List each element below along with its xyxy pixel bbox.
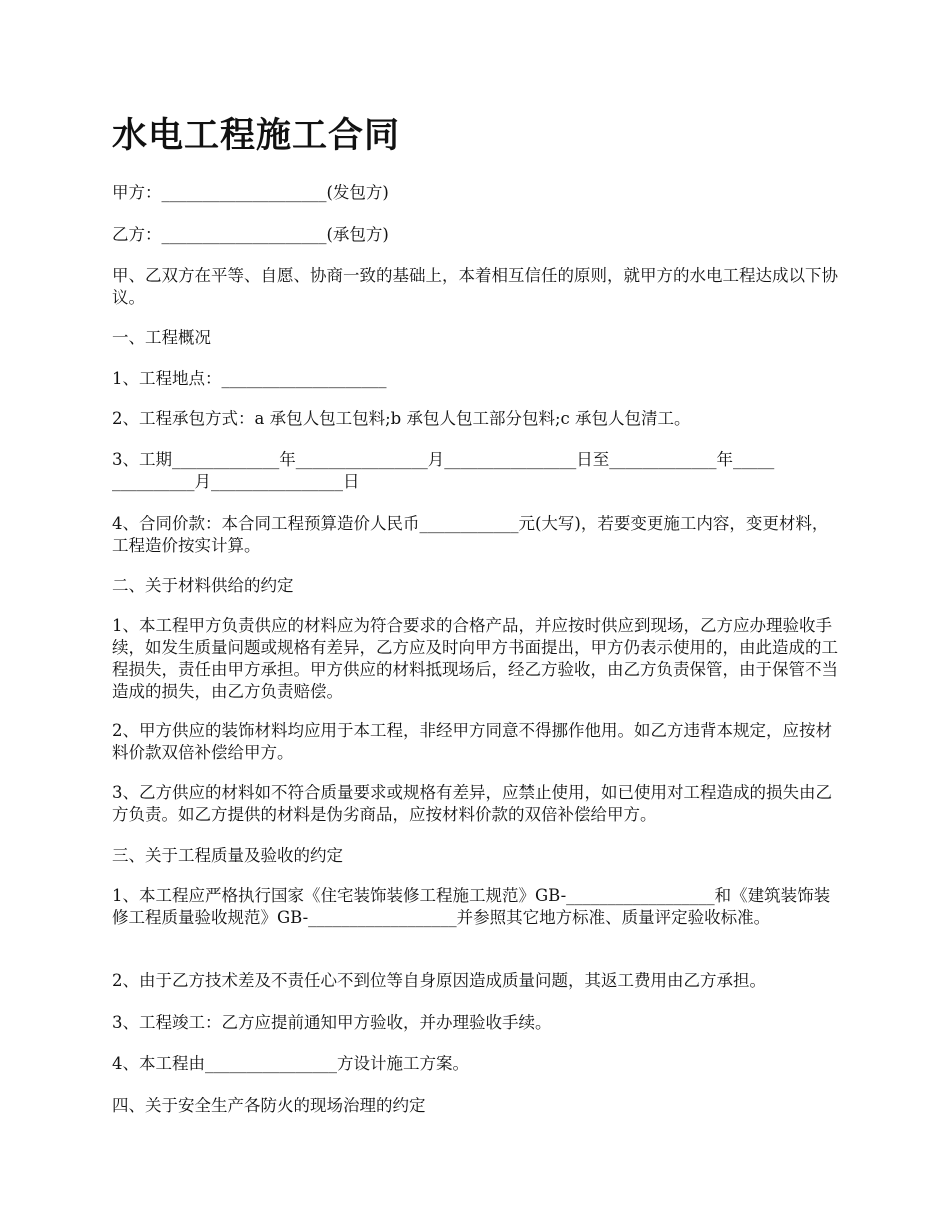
section-3-item-4: 4、本工程由________________方设计施工方案。 (112, 1054, 469, 1073)
section-1-item-1: 1、工程地点：____________________ (112, 369, 387, 388)
party-b-line: 乙方：____________________(承包方) (112, 225, 389, 244)
section-2-item-1: 1、本工程甲方负责供应的材料应为符合要求的合格产品，并应按时供应到现场，乙方应办理验收手续，如发生质量问题或规格有差异，乙方应及时向甲方书面提出，甲方仍表示使用的，由此造成的工程损失，责任由甲方承担。甲方供应的材料抵现场后，经乙方验收，由乙方负责保管，由于保管不当造成的损失，由乙方负责赔偿。 (112, 616, 838, 701)
section-1-item-3-line-2: __________月________________日 (112, 472, 360, 491)
section-2-item-3: 3、乙方供应的材料如不符合质量要求或规格有差异，应禁止使用，如已使用对工程造成的损失由乙方负责。如乙方提供的材料是伪劣商品，应按材料价款的双倍补偿给甲方。 (112, 783, 832, 824)
section-1-item-3-line-1: 3、工期_____________年________________月________________日至_____________年_____ (112, 450, 775, 469)
section-1-item-2: 2、工程承包方式：a 承包人包工包料;b 承包人包工部分包料;c 承包人包清工。 (112, 409, 691, 428)
section-3-item-2: 2、由于乙方技术差及不责任心不到位等自身原因造成质量问题，其返工费用由乙方承担。 (112, 971, 766, 990)
section-4-heading: 四、关于安全生产各防火的现场治理的约定 (112, 1096, 426, 1115)
intro-paragraph: 甲、乙双方在平等、自愿、协商一致的基础上，本着相互信任的原则，就甲方的水电工程达成以下协议。 (112, 266, 838, 307)
section-1-heading: 一、工程概况 (112, 328, 211, 347)
section-2-item-2: 2、甲方供应的装饰材料均应用于本工程，非经甲方同意不得挪作他用。如乙方违背本规定，应按材料价款双倍补偿给甲方。 (112, 721, 832, 762)
section-1-item-4: 4、合同价款：本合同工程预算造价人民币____________元(大写)，若要变更施工内容，变更材料，工程造价按实计算。 (112, 514, 829, 555)
section-3-item-1: 1、本工程应严格执行国家《住宅装饰装修工程施工规范》GB-__________________和《建筑装饰装修工程质量验收规范》GB-__________________并参照其它地方标准、质量评定验收标准。 (112, 886, 831, 927)
section-3-item-3: 3、工程竣工：乙方应提前通知甲方验收，并办理验收手续。 (112, 1013, 552, 1032)
section-2-heading: 二、关于材料供给的约定 (112, 576, 294, 595)
document-title: 水电工程施工合同 (112, 115, 401, 156)
section-3-heading: 三、关于工程质量及验收的约定 (112, 846, 343, 865)
party-a-line: 甲方：____________________(发包方) (112, 183, 389, 202)
